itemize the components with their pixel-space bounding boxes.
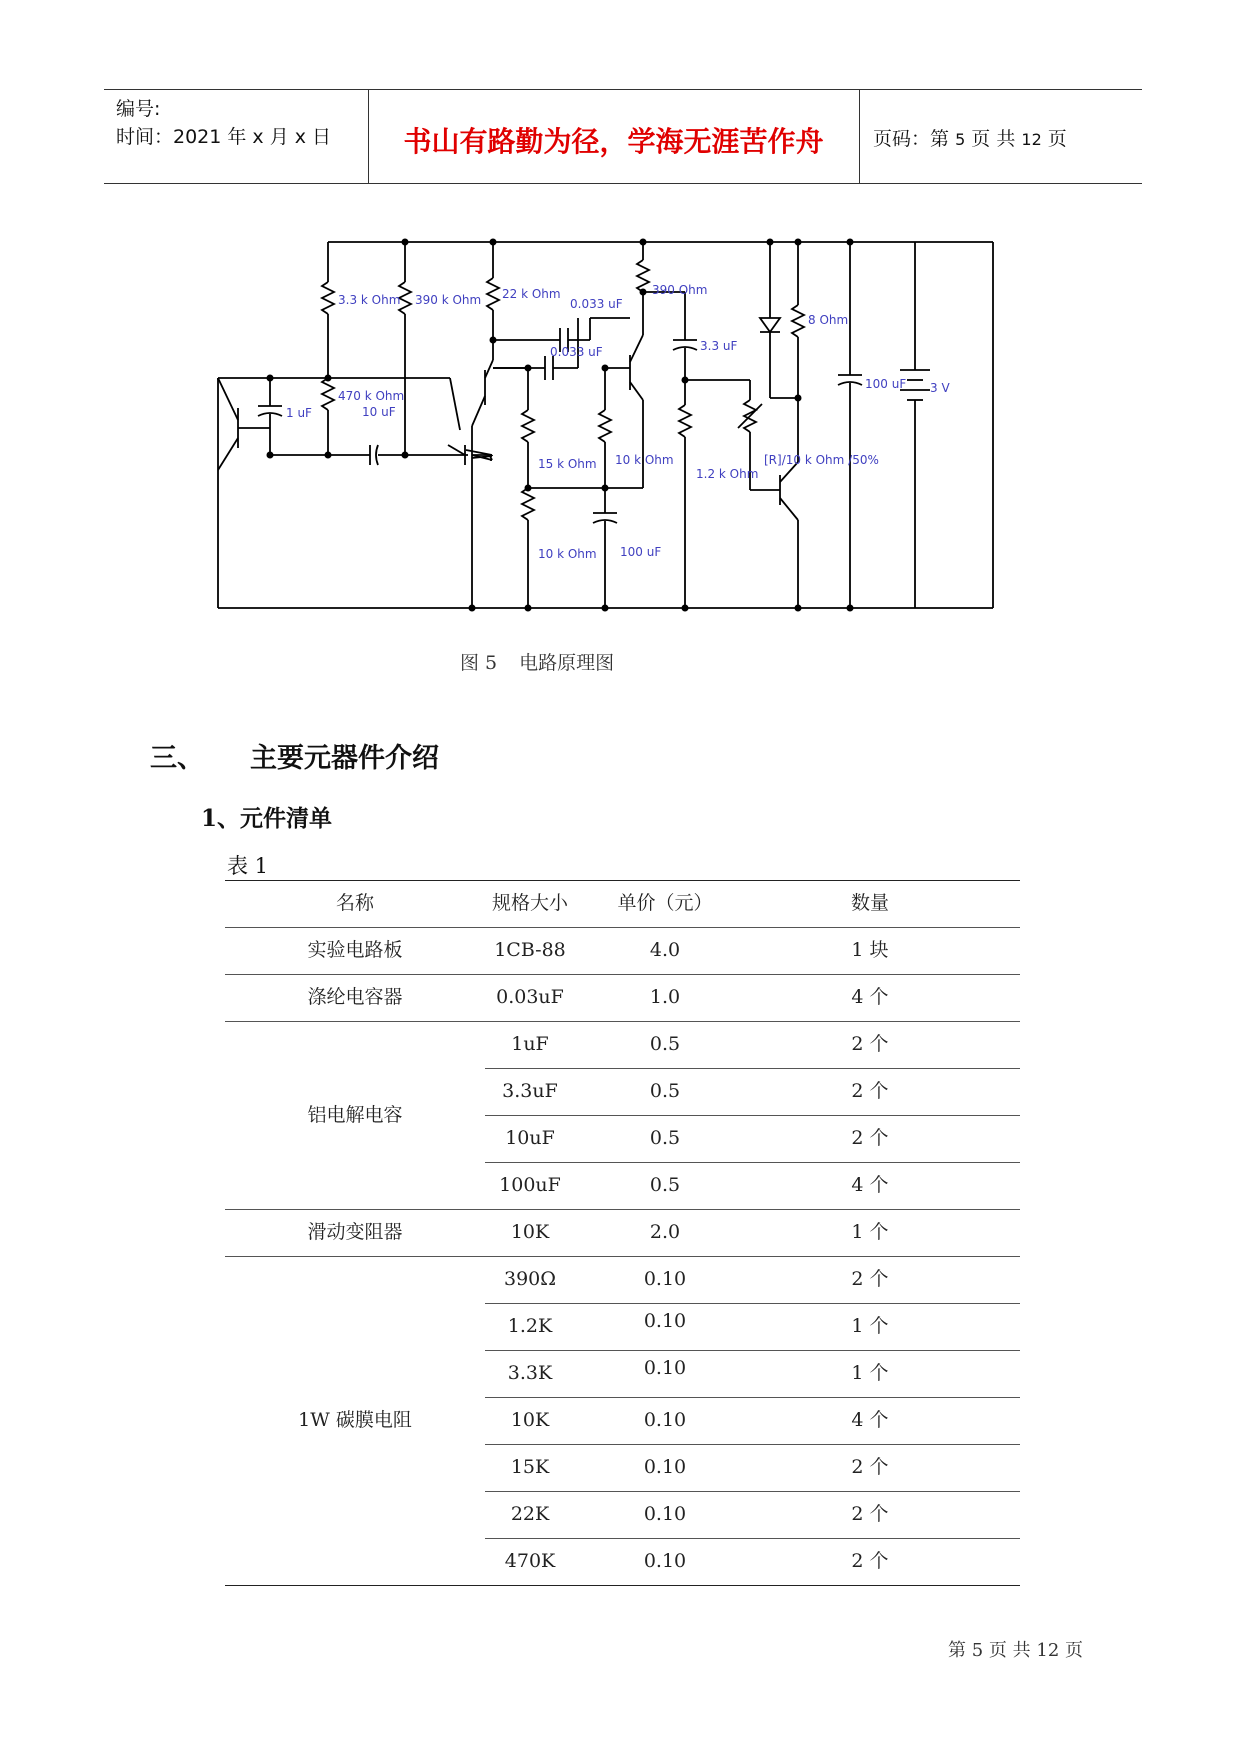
table-row (225, 1068, 1020, 1115)
section-title: 主要元器件介绍 (250, 743, 439, 774)
cell-price: 0.10 (643, 1268, 687, 1290)
cell-qty: 2 个 (851, 1550, 889, 1572)
table-header-row (225, 880, 1020, 927)
cell-qty: 4 个 (851, 1409, 889, 1431)
cell-qty: 2 个 (851, 1503, 889, 1525)
cell-price: 0.5 (649, 1174, 681, 1196)
cell-price: 0.10 (643, 1357, 687, 1379)
label-c3: 3.3 uF (700, 339, 738, 353)
table-row (225, 1491, 1020, 1538)
cell-qty: 2 个 (851, 1127, 889, 1149)
section-number: 三、 (150, 743, 204, 774)
footer-page: 5 (971, 1640, 984, 1661)
label-pot: [R]/10 k Ohm /50% (764, 453, 879, 467)
cell-qty: 2 个 (851, 1268, 889, 1290)
cell-spec: 3.3K (507, 1362, 553, 1384)
label-c7: 100 uF (620, 545, 662, 559)
cell-spec: 1.2K (507, 1315, 553, 1337)
label-c4: 1 uF (286, 406, 312, 420)
table-row (225, 1538, 1020, 1585)
cell-spec: 10uF (505, 1127, 555, 1149)
page-mid: 页 共 (971, 128, 1016, 150)
motto: 书山有路勤为径，学海无涯苦作舟 (403, 125, 824, 158)
cell-spec: 15K (510, 1456, 550, 1478)
header-price: 单价（元） (617, 892, 713, 914)
page-suffix: 页 (1047, 128, 1067, 150)
cell-spec: 1CB-88 (494, 939, 566, 961)
circuit-diagram (210, 230, 1000, 620)
footer-total: 12 (1036, 1640, 1060, 1661)
header-spec: 规格大小 (491, 892, 568, 914)
cell-price: 0.5 (649, 1080, 681, 1102)
cell-name: 滑动变阻器 (307, 1221, 403, 1243)
cell-qty: 2 个 (851, 1080, 889, 1102)
label-r10: 10 k Ohm (538, 547, 597, 561)
cell-price: 0.10 (643, 1456, 687, 1478)
table-row (225, 974, 1020, 1021)
cell-spec: 1uF (511, 1033, 549, 1055)
cell-qty: 1 个 (851, 1362, 889, 1384)
cell-name: 实验电路板 (307, 939, 403, 961)
footer-prefix: 第 (948, 1640, 966, 1661)
cell-qty: 2 个 (851, 1456, 889, 1478)
header-center-cell (368, 90, 860, 183)
table-row (225, 1444, 1020, 1491)
label-r8: 10 k Ohm (615, 453, 674, 467)
label-r5: 8 Ohm (808, 313, 849, 327)
page-header (104, 89, 1142, 184)
cell-spec: 3.3uF (502, 1080, 558, 1102)
figure-title: 电路原理图 (519, 652, 615, 674)
figure-number: 图 5 (460, 652, 498, 674)
label-c5: 10 uF (362, 405, 396, 419)
header-left-cell (104, 90, 369, 183)
table-row (225, 1021, 1020, 1068)
cell-price: 4.0 (649, 939, 681, 961)
table-row (225, 1162, 1020, 1209)
label-r3: 22 k Ohm (502, 287, 561, 301)
label-c1: 0.033 uF (570, 297, 623, 311)
cell-qty: 2 个 (851, 1033, 889, 1055)
table-row (225, 1256, 1020, 1303)
cell-price: 0.10 (643, 1310, 687, 1332)
figure-caption (460, 648, 614, 675)
cell-spec: 100uF (499, 1174, 561, 1196)
cell-spec: 22K (510, 1503, 550, 1525)
table-bottom-rule (225, 1585, 1020, 1586)
label-c2: 0.033 uF (550, 345, 603, 359)
page-number: 5 (955, 130, 966, 149)
label-r1: 3.3 k Ohm (338, 293, 401, 307)
cell-name-merged: 铝电解电容 (307, 1104, 403, 1126)
cell-price: 0.5 (649, 1033, 681, 1055)
cell-price: 0.10 (643, 1550, 687, 1572)
label-r9: 1.2 k Ohm (696, 467, 759, 481)
cell-name: 涤纶电容器 (307, 986, 403, 1008)
cell-spec: 390Ω (503, 1268, 557, 1290)
cell-price: 0.5 (649, 1127, 681, 1149)
cell-spec: 0.03uF (496, 986, 564, 1008)
label-r4: 390 Ohm (652, 283, 708, 297)
cell-qty: 1 块 (851, 939, 889, 961)
cell-spec: 10K (510, 1221, 550, 1243)
label-r6: 470 k Ohm (338, 389, 405, 403)
footer-suffix: 页 (1065, 1640, 1084, 1661)
table-row (225, 1303, 1020, 1350)
page-prefix: 页码：第 (873, 128, 950, 150)
cell-price: 0.10 (643, 1503, 687, 1525)
header-name: 名称 (335, 892, 374, 914)
cell-qty: 1 个 (851, 1315, 889, 1337)
table-row (225, 1350, 1020, 1397)
table-label: 表 1 (227, 854, 269, 878)
table-row (225, 1397, 1020, 1444)
cell-qty: 4 个 (851, 1174, 889, 1196)
table-row (225, 1115, 1020, 1162)
label-r2: 390 k Ohm (415, 293, 482, 307)
label-c6: 100 uF (865, 377, 907, 391)
label-bat: 3 V (930, 381, 950, 395)
header-qty: 数量 (850, 892, 889, 914)
table-row (225, 1209, 1020, 1256)
cell-price: 0.10 (643, 1409, 687, 1431)
cell-price: 2.0 (649, 1221, 681, 1243)
header-page-info (873, 124, 1067, 151)
section-heading (150, 736, 439, 775)
cell-qty: 4 个 (851, 986, 889, 1008)
page-total: 12 (1021, 130, 1042, 149)
cell-spec: 470K (504, 1550, 556, 1572)
subsection-heading: 1、元件清单 (201, 805, 333, 832)
table-row (225, 927, 1020, 974)
cell-price: 1.0 (649, 986, 681, 1008)
label-r7: 15 k Ohm (538, 457, 597, 471)
page-footer (948, 1636, 1083, 1662)
footer-mid: 页 共 (988, 1640, 1031, 1661)
id-label: 编号: (116, 98, 161, 120)
cell-spec: 10K (510, 1409, 550, 1431)
time-label: 时间：2021 年 x 月 x 日 (116, 126, 332, 148)
cell-name-merged: 1W 碳膜电阻 (298, 1409, 412, 1431)
cell-qty: 1 个 (851, 1221, 889, 1243)
header-right-cell (859, 90, 1142, 183)
